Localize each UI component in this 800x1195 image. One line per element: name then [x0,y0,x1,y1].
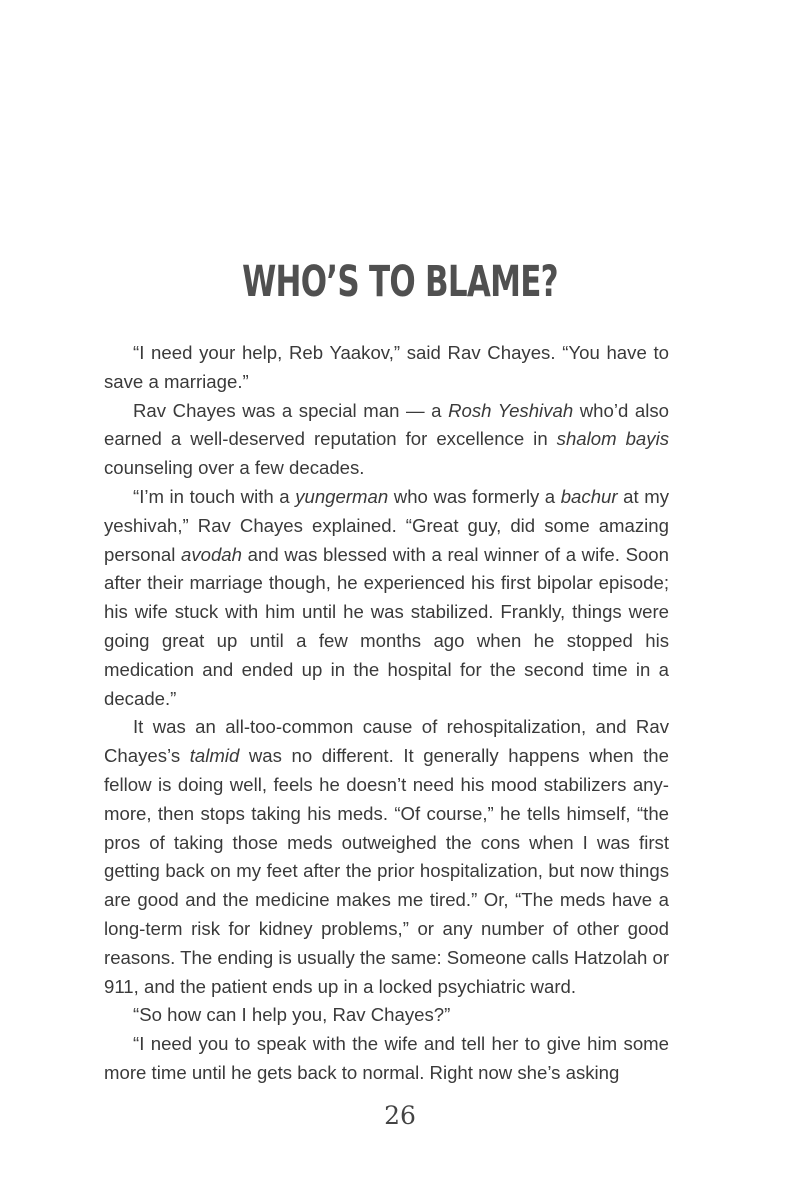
chapter-title: WHO’S TO BLAME? [242,257,558,307]
paragraph [104,339,669,397]
italic-term: Rosh Yeshivah [448,399,574,421]
text-run: counseling over a few decades. [104,457,365,479]
italic-term: avodah [180,543,242,565]
italic-term: bachur [560,485,618,507]
text-run: “So how can I help you, Rav Chayes?” [133,1004,451,1026]
italic-term: shalom bayis [556,428,669,450]
paragraph [104,1030,669,1088]
text-run: who was formerly a [388,485,561,507]
text-run: who’d also earned a well-deserved reputation for excellence in [104,399,670,450]
text-run: “I need you to speak with the wife and tell her to give him some more time until he gets back to normal. Right now she’s asking [104,1033,669,1083]
paragraph [104,1001,669,1030]
text-run: and was blessed with a real winner of a wife. Soon after their marriage though, he experienced his first bipolar episode; his wife stuck with him until he was stabilized. Frankly, things were going great up until a few months ago when he stopped his medication and ended up in the hospital for the second time in a decade.” [104,543,669,709]
text-run: was no different. It generally happens when the fellow is doing well, feels he doesn’t need his mood stabilizers anymore, then stops taking his meds. “Of course,” he tells himself, “the pros of taking those meds outweighed the cons when I was first getting back on my feet after the prior hospitalization, but now things are good and the medicine makes me tired.” Or, “The meds have a long-term risk for kidney problems,” or any number of other good reasons. The ending is usually the same: Someone calls Hatzolah or 911, and the patient ends up in a locked psychiatric ward. [104,745,670,997]
italic-term: yungerman [295,485,389,507]
text-run: “I’m in touch with a [133,485,296,507]
italic-term: talmid [189,745,240,767]
page-number: 26 [384,1101,416,1130]
paragraph [104,483,669,713]
text-run: “I need your help, Reb Yaakov,” said Rav Chayes. “You have to save a marriage.” [104,342,669,392]
text-run: Rav Chayes was a special man — a [133,399,449,421]
chapter-body [104,339,669,1088]
paragraph [104,397,669,483]
text-run: at my yeshivah,” Rav Chayes explained. “Great guy, did some amazing personal [104,485,670,565]
text-run: It was an all-too-common cause of rehospitalization, and Rav Chayes’s [104,716,669,767]
paragraph [104,713,669,1001]
